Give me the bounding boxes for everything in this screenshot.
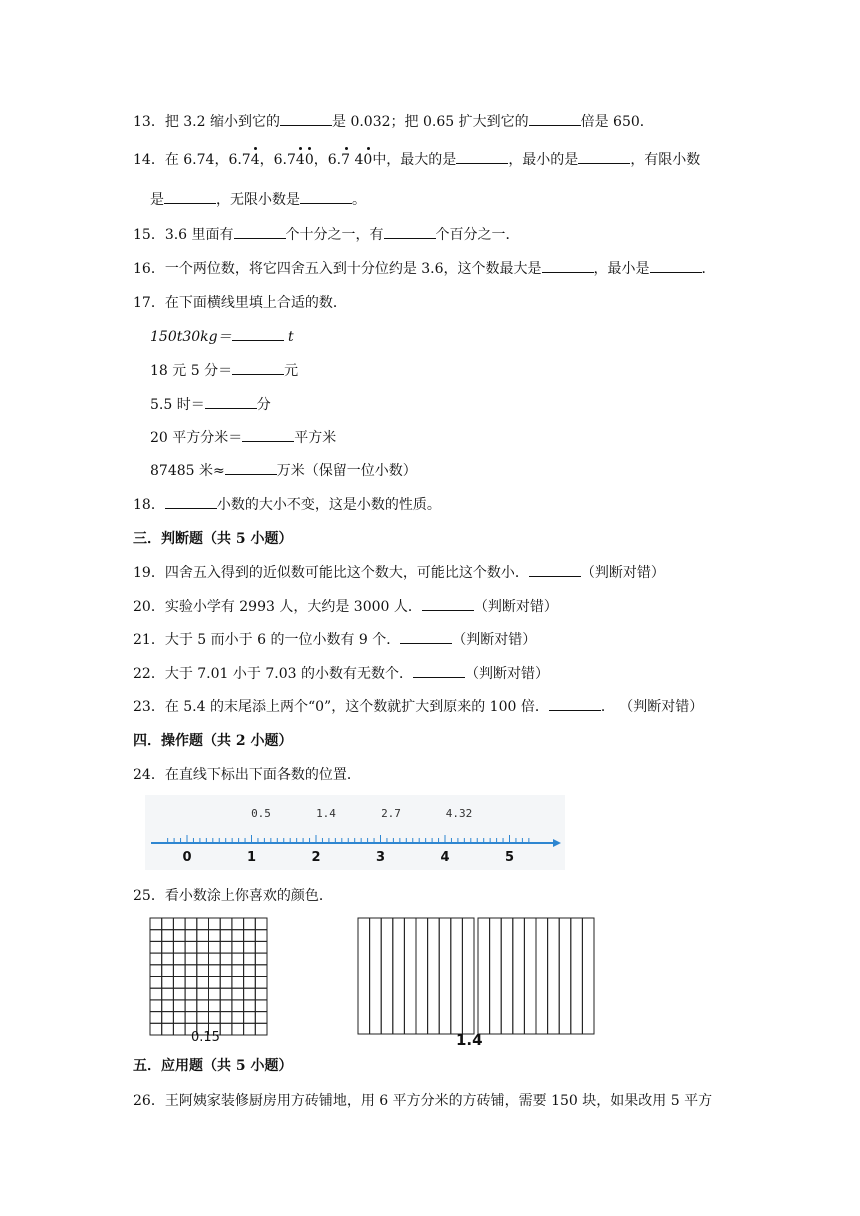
question-number: 13．: [133, 114, 165, 130]
grid-cell[interactable]: [255, 988, 267, 1000]
question-14-continued: 是 ，无限小数是 。: [150, 192, 366, 208]
number-to-mark: 1.4: [316, 807, 336, 820]
grid-cell[interactable]: [232, 953, 244, 965]
number-to-mark: 4.32: [445, 807, 473, 820]
number-to-mark: 2.7: [381, 807, 401, 820]
grid-cell[interactable]: [255, 977, 267, 989]
question-number: 21．: [133, 632, 165, 648]
grid-cell[interactable]: [381, 918, 393, 1034]
grid-cell[interactable]: [162, 988, 174, 1000]
conversion-item: 87485 米≈ 万米（保留一位小数）: [150, 463, 417, 479]
grid-cell[interactable]: [173, 953, 185, 965]
repeating-digit: 0: [304, 152, 314, 168]
grid-cell[interactable]: [220, 1000, 232, 1012]
question-21: 21．大于 5 而小于 6 的一位小数有 9 个． （判断对错）: [133, 632, 537, 648]
grid-cell[interactable]: [209, 977, 221, 989]
grid-cell[interactable]: [416, 918, 428, 1034]
grid-cell[interactable]: [150, 918, 162, 930]
grid-cell[interactable]: [255, 918, 267, 930]
question-number: 20．: [133, 599, 165, 615]
question-number: 16．: [133, 261, 165, 277]
grid-cell[interactable]: [559, 918, 571, 1034]
grid-cell[interactable]: [197, 930, 209, 942]
grid-cell[interactable]: [358, 918, 370, 1034]
question-number: 23．: [133, 699, 165, 715]
question-number: 14．: [133, 152, 165, 168]
answer-blank[interactable]: [422, 597, 474, 611]
grid-cell[interactable]: [173, 1023, 185, 1035]
grid-cell[interactable]: [244, 1000, 256, 1012]
answer-blank[interactable]: [384, 225, 436, 239]
grid-cell[interactable]: [478, 918, 490, 1034]
grid-cell[interactable]: [173, 918, 185, 930]
grid-cell[interactable]: [185, 988, 197, 1000]
grid-cell[interactable]: [197, 977, 209, 989]
decimal-grids-figure: [145, 912, 595, 1052]
axis-tick-label: 0: [182, 850, 192, 865]
grid-cell[interactable]: [232, 965, 244, 977]
grid-cell[interactable]: [255, 930, 267, 942]
grid-cell[interactable]: [244, 965, 256, 977]
question-22: 22．大于 7.01 小于 7.03 的小数有无数个． （判断对错）: [133, 666, 549, 682]
grid-cell[interactable]: [150, 1000, 162, 1012]
grid-cell[interactable]: [393, 918, 405, 1034]
grid-cell[interactable]: [185, 941, 197, 953]
section-heading: 五．应用题（共 5 小题）: [133, 1058, 293, 1074]
grid-cell[interactable]: [162, 918, 174, 930]
grid-cell[interactable]: [220, 941, 232, 953]
grid-cell[interactable]: [220, 1012, 232, 1024]
grid-cell[interactable]: [232, 918, 244, 930]
grid-cell[interactable]: [232, 977, 244, 989]
grid-cell[interactable]: [162, 953, 174, 965]
grid-cell[interactable]: [255, 1023, 267, 1035]
question-number: 22．: [133, 666, 165, 682]
question-24: 24．在直线下标出下面各数的位置．: [133, 767, 361, 783]
grid-label-1: 0.15: [191, 1030, 220, 1045]
axis-tick-label: 4: [440, 850, 450, 865]
question-25: 25．看小数涂上你喜欢的颜色．: [133, 888, 333, 904]
answer-blank[interactable]: [232, 361, 284, 375]
grid-cell[interactable]: [232, 1012, 244, 1024]
conversion-item: 150t30kg＝ t: [150, 329, 294, 345]
grid-cell[interactable]: [173, 1012, 185, 1024]
question-number: 26．: [133, 1093, 165, 1109]
conversion-item: 5.5 时＝ 分: [150, 397, 271, 413]
grid-cell[interactable]: [451, 918, 463, 1034]
question-number: 19．: [133, 565, 165, 581]
conversion-item: 20 平方分米＝ 平方米: [150, 430, 337, 446]
grid-cell[interactable]: [162, 941, 174, 953]
grid-cell[interactable]: [404, 918, 416, 1034]
grid-cell[interactable]: [209, 930, 221, 942]
number-to-mark: 0.5: [251, 807, 271, 820]
grid-cell[interactable]: [232, 1000, 244, 1012]
question-13: 13．把 3.2 缩小到它的 是 0.032；把 0.65 扩大到它的 倍是 650．: [133, 114, 654, 130]
grid-cell[interactable]: [244, 977, 256, 989]
grid-cell[interactable]: [150, 977, 162, 989]
answer-blank[interactable]: [242, 428, 294, 442]
answer-blank[interactable]: [456, 150, 508, 164]
grid-cell[interactable]: [220, 988, 232, 1000]
grid-cell[interactable]: [150, 1012, 162, 1024]
grid-cell[interactable]: [197, 1012, 209, 1024]
grid-cell[interactable]: [162, 1000, 174, 1012]
question-number: 18．: [133, 497, 165, 513]
question-23: 23．在 5.4 的末尾添上两个“0”，这个数就扩大到原来的 100 倍． ． （判断对错）: [133, 699, 704, 715]
grid-cell[interactable]: [173, 941, 185, 953]
grid-cell[interactable]: [220, 977, 232, 989]
grid-cell[interactable]: [185, 965, 197, 977]
grid-cell[interactable]: [209, 953, 221, 965]
grid-cell[interactable]: [173, 930, 185, 942]
repeating-digit: 0: [363, 152, 373, 168]
grid-cell[interactable]: [209, 965, 221, 977]
grid-cell[interactable]: [255, 1012, 267, 1024]
section-heading: 四．操作题（共 2 小题）: [133, 733, 293, 749]
grid-cell[interactable]: [209, 1000, 221, 1012]
grid-cell[interactable]: [173, 988, 185, 1000]
question-14: 14．在 6.74，6.74，6.740，6.7 40中，最大的是 ，最小的是 ，有限小数: [133, 152, 701, 168]
grid-cell[interactable]: [513, 918, 525, 1034]
answer-blank[interactable]: [300, 190, 352, 204]
grid-cell[interactable]: [255, 965, 267, 977]
grid-cell[interactable]: [244, 953, 256, 965]
grid-cell[interactable]: [197, 988, 209, 1000]
repeating-digit: 4: [295, 152, 305, 168]
grid-cell[interactable]: [244, 941, 256, 953]
question-number: 17．: [133, 295, 165, 311]
answer-blank[interactable]: [529, 112, 581, 126]
grid-cell[interactable]: [150, 1023, 162, 1035]
grid-cell[interactable]: [370, 918, 382, 1034]
answer-blank[interactable]: [529, 563, 581, 577]
hundredths-grid[interactable]: [150, 918, 267, 1035]
grid-cell[interactable]: [185, 1000, 197, 1012]
repeating-digit: 4: [250, 152, 260, 168]
grid-cell[interactable]: [220, 965, 232, 977]
tenths-strip-2[interactable]: [478, 918, 594, 1034]
question-number: 24．: [133, 767, 165, 783]
question-20: 20．实验小学有 2993 人，大约是 3000 人． （判断对错）: [133, 599, 558, 615]
grid-cell[interactable]: [439, 918, 451, 1034]
grid-cell[interactable]: [150, 988, 162, 1000]
answer-blank[interactable]: [232, 327, 284, 341]
grid-cell[interactable]: [185, 930, 197, 942]
grid-cell[interactable]: [244, 988, 256, 1000]
grid-cell[interactable]: [536, 918, 548, 1034]
grid-cell[interactable]: [197, 918, 209, 930]
grid-cell[interactable]: [220, 918, 232, 930]
grid-cell[interactable]: [524, 918, 536, 1034]
question-number: 15．: [133, 227, 165, 243]
grid-cell[interactable]: [162, 1023, 174, 1035]
grid-cell[interactable]: [255, 1000, 267, 1012]
grid-cell[interactable]: [232, 1023, 244, 1035]
tenths-strip-1[interactable]: [358, 918, 474, 1034]
grid-cell[interactable]: [162, 1012, 174, 1024]
conversion-item: 18 元 5 分＝ 元: [150, 363, 299, 379]
answer-blank[interactable]: [234, 225, 286, 239]
grid-cell[interactable]: [232, 988, 244, 1000]
answer-blank[interactable]: [549, 697, 601, 711]
answer-blank[interactable]: [542, 259, 594, 273]
answer-blank[interactable]: [165, 495, 217, 509]
grid-cell[interactable]: [501, 918, 513, 1034]
answer-blank[interactable]: [164, 190, 216, 204]
grid-cell[interactable]: [185, 1012, 197, 1024]
question-26: 26．王阿姨家装修厨房用方砖铺地，用 6 平方分米的方砖铺，需要 150 块，如果改用 5 平方: [133, 1093, 713, 1109]
number-line-figure: [145, 795, 565, 870]
grid-cell[interactable]: [162, 977, 174, 989]
answer-blank[interactable]: [413, 664, 465, 678]
question-number: 25．: [133, 888, 165, 904]
grid-cell[interactable]: [209, 918, 221, 930]
grid-cell[interactable]: [162, 965, 174, 977]
question-16: 16．一个两位数，将它四舍五入到十分位约是 3.6，这个数最大是 ，最小是 ．: [133, 261, 716, 277]
grid-cell[interactable]: [255, 953, 267, 965]
grid-cell[interactable]: [255, 941, 267, 953]
grid-cell[interactable]: [244, 918, 256, 930]
answer-blank[interactable]: [205, 395, 257, 409]
grid-cell[interactable]: [220, 953, 232, 965]
grid-cell[interactable]: [428, 918, 440, 1034]
axis-tick-label: 2: [311, 850, 321, 865]
question-19: 19．四舍五入得到的近似数可能比这个数大，可能比这个数小． （判断对错）: [133, 565, 665, 581]
grid-cell[interactable]: [244, 1023, 256, 1035]
grid-cell[interactable]: [582, 918, 594, 1034]
answer-blank[interactable]: [225, 461, 277, 475]
grid-cell[interactable]: [185, 918, 197, 930]
grid-cell[interactable]: [185, 953, 197, 965]
repeating-digit: 7: [341, 152, 351, 168]
grid-cell[interactable]: [571, 918, 583, 1034]
grid-cell[interactable]: [232, 930, 244, 942]
axis-tick-label: 3: [375, 850, 386, 865]
grid-cell[interactable]: [150, 965, 162, 977]
grid-cell[interactable]: [220, 1023, 232, 1035]
grid-cell[interactable]: [150, 953, 162, 965]
question-17: 17．在下面横线里填上合适的数．: [133, 295, 347, 311]
grid-cell[interactable]: [548, 918, 560, 1034]
question-15: 15．3.6 里面有 个十分之一，有 个百分之一．: [133, 227, 520, 243]
grid-cell[interactable]: [185, 977, 197, 989]
grid-cell[interactable]: [209, 941, 221, 953]
axis-tick-label: 1: [246, 850, 257, 865]
grid-cell[interactable]: [197, 953, 209, 965]
answer-blank[interactable]: [280, 112, 332, 126]
grid-cell[interactable]: [209, 1012, 221, 1024]
grid-cell[interactable]: [209, 988, 221, 1000]
grid-cell[interactable]: [173, 1000, 185, 1012]
axis-tick-label: 5: [504, 850, 515, 865]
grid-cell[interactable]: [462, 918, 474, 1034]
grid-cell[interactable]: [162, 930, 174, 942]
grid-cell[interactable]: [197, 965, 209, 977]
grid-cell[interactable]: [150, 941, 162, 953]
grid-cell[interactable]: [232, 941, 244, 953]
grid-cell[interactable]: [150, 930, 162, 942]
answer-blank[interactable]: [578, 150, 630, 164]
grid-cell[interactable]: [173, 965, 185, 977]
grid-label-2: 1.4: [456, 1031, 483, 1049]
question-18: 18． 小数的大小不变，这是小数的性质。: [133, 497, 441, 513]
grid-cell[interactable]: [220, 930, 232, 942]
grid-cell[interactable]: [244, 930, 256, 942]
figure-background: [145, 795, 565, 870]
grid-cell[interactable]: [197, 1000, 209, 1012]
grid-cell[interactable]: [197, 941, 209, 953]
answer-blank[interactable]: [400, 630, 452, 644]
grid-cell[interactable]: [173, 977, 185, 989]
answer-blank[interactable]: [650, 259, 702, 273]
section-heading: 三．判断题（共 5 小题）: [133, 531, 293, 547]
grid-cell[interactable]: [490, 918, 502, 1034]
grid-cell[interactable]: [244, 1012, 256, 1024]
